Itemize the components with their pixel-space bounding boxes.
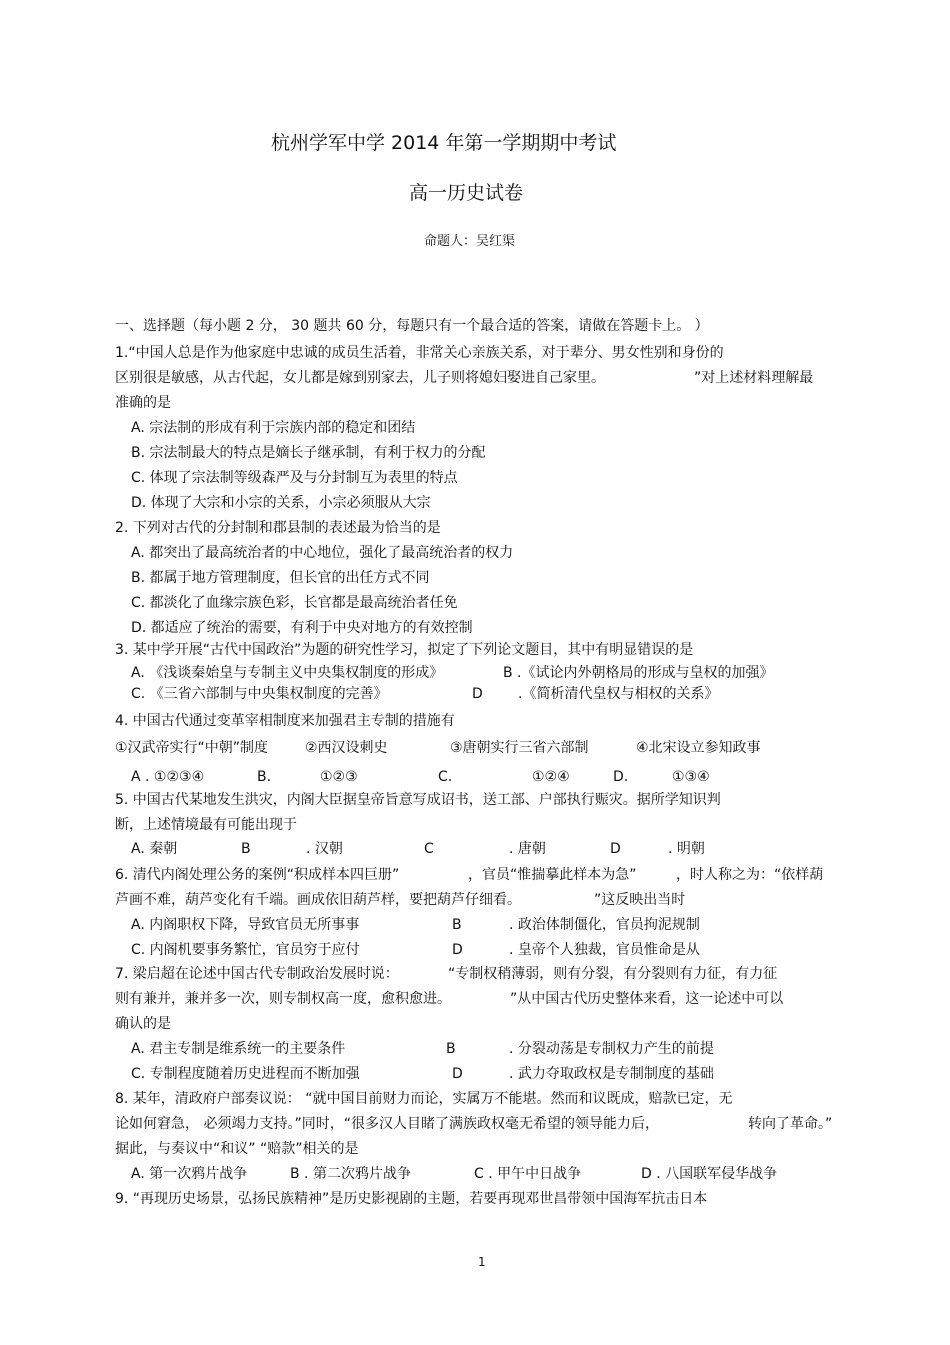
q6-option-c: C. 内阁机要事务繁忙，官员穷于应付 — [131, 942, 360, 958]
q4-option-b-letter: B. — [257, 769, 272, 785]
q1-option-a: A. 宗法制的形成有利于宗族内部的稳定和团结 — [131, 420, 416, 436]
q5-option-b-text: . 汉朝 — [306, 841, 343, 857]
q4-item-1: ①汉武帝实行“中朝”制度 — [115, 740, 269, 756]
q3-option-c: C. 《三省六部制与中央集权制度的完善》 — [131, 686, 388, 702]
q3-option-d-letter: D — [472, 686, 483, 702]
q8-option-d: D . 八国联军侵华战争 — [641, 1166, 778, 1182]
exam-title: 杭州学军中学 2014 年第一学期期中考试 — [271, 132, 617, 154]
q5-stem-line1: 5. 中国古代某地发生洪灾，内阁大臣据皇帝旨意写成诏书，送工部、户部执行赈灾。据所学知识判 — [115, 792, 721, 808]
exam-subtitle: 高一历史试卷 — [409, 182, 524, 204]
q6-option-b-text: . 政治体制僵化，官员拘泥规制 — [509, 917, 700, 933]
q9-stem-line1: 9. “再现历史场景，弘扬民族精神”是历史影视剧的主题，若要再现邓世昌带领中国海军抗击日本 — [115, 1191, 708, 1207]
q1-stem-line2: 区别很是敏感，从古代起，女儿都是嫁到别家去，儿子则将媳妇娶进自己家里。 — [115, 370, 605, 386]
q7-option-b-letter: B — [446, 1041, 456, 1057]
q6-stem-line2b: ”这反映出当时 — [594, 892, 686, 908]
q5-option-c-letter: C — [424, 841, 434, 857]
q7-option-b-text: . 分裂动荡是专制权力产生的前提 — [509, 1041, 714, 1057]
page-number: 1 — [478, 1255, 486, 1269]
exam-author: 命题人：吴红渠 — [424, 234, 516, 249]
q4-item-3: ③唐朝实行三省六部制 — [450, 740, 589, 756]
q2-option-d: D. 都适应了统治的需要，有利于中央对地方的有效控制 — [131, 620, 473, 636]
q1-option-d: D. 体现了大宗和小宗的关系，小宗必须服从大宗 — [131, 495, 431, 511]
q6-option-a: A. 内阁职权下降，导致官员无所事事 — [131, 917, 360, 933]
q6-option-b-letter: B — [452, 917, 462, 933]
q6-stem-line2a: 芦画不难，葫芦变化有千端。画成依旧葫芦样，要把葫芦仔细看。 — [115, 892, 521, 908]
q1-stem-line2-end: ”对上述材料理解最 — [694, 370, 814, 386]
q3-stem: 3. 某中学开展“古代中国政治”为题的研究性学习，拟定了下列论文题目，其中有明显错误的是 — [115, 642, 694, 658]
q7-option-a: A. 君主专制是维系统一的主要条件 — [131, 1041, 346, 1057]
q7-stem-line3: 确认的是 — [115, 1016, 171, 1032]
q6-stem-line1a: 6. 清代内阁处理公务的案例“积成样本四巨册” — [115, 867, 400, 883]
q8-option-c: C . 甲午中日战争 — [474, 1166, 582, 1182]
q4-stem: 4. 中国古代通过变革宰相制度来加强君主专制的措施有 — [115, 713, 455, 729]
q7-stem-line2a: 则有兼并，兼并多一次，则专制权高一度，愈积愈进。 — [115, 991, 451, 1007]
q5-option-b-letter: B — [241, 841, 251, 857]
q4-item-4: ④北宋设立参知政事 — [636, 740, 761, 756]
q3-option-a: A. 《浅谈秦始皇与专制主义中央集权制度的形成》 — [131, 665, 444, 681]
q7-stem-line2b: ”从中国古代历史整体来看，这一论述中可以 — [510, 991, 784, 1007]
q7-option-d-letter: D — [452, 1066, 463, 1082]
q8-stem-line1: 8. 某年，清政府户部奏议说： “就中国目前财力而论，实属万不能堪。然而和议既成，赔款已定，无 — [115, 1091, 733, 1107]
q8-option-b: B . 第二次鸦片战争 — [290, 1166, 411, 1182]
q5-option-a: A. 秦朝 — [131, 841, 178, 857]
q5-stem-line2: 断，上述情境最有可能出现于 — [115, 817, 297, 833]
q4-option-a: A . ①②③④ — [131, 769, 205, 785]
q2-option-b: B. 都属于地方管理制度，但长官的出任方式不同 — [131, 570, 430, 586]
q7-option-c: C. 专制程度随着历史进程而不断加强 — [131, 1066, 360, 1082]
q5-option-d-text: . 明朝 — [668, 841, 705, 857]
q4-option-d-letter: D. — [613, 769, 629, 785]
q2-stem: 2. 下列对古代的分封制和郡县制的表述最为恰当的是 — [115, 520, 441, 536]
q1-stem-line1: 1.“中国人总是作为他家庭中忠诚的成员生活着，非常关心亲族关系，对于辈分、男女性别和身份的 — [115, 345, 724, 361]
q6-stem-line1b: ，官员“惟揣摹此样本为急” — [468, 867, 637, 883]
q3-option-b: B .《试论内外朝格局的形成与皇权的加强》 — [503, 665, 774, 681]
q2-option-c: C. 都淡化了血缘宗族色彩，长官都是最高统治者任免 — [131, 595, 458, 611]
q8-option-a: A. 第一次鸦片战争 — [131, 1166, 248, 1182]
q5-option-d-letter: D — [610, 841, 621, 857]
section-heading: 一、选择题（每小题 2 分， 30 题共 60 分，每题只有一个最合适的答案，请做在答题卡上。 ） — [115, 318, 709, 334]
q1-option-b: B. 宗法制最大的特点是嫡长子继承制，有利于权力的分配 — [131, 445, 486, 461]
q7-stem-line1b: “专制权稍薄弱，则有分裂，有分裂则有力征，有力征 — [448, 966, 778, 982]
q6-option-d-letter: D — [452, 942, 463, 958]
q2-option-a: A. 都突出了最高统治者的中心地位，强化了最高统治者的权力 — [131, 545, 514, 561]
q8-stem-line2a: 论如何窘急， 必须竭力支持。”同时，“很多汉人目睹了满族政权毫无希望的领导能力后， — [115, 1116, 659, 1132]
q1-stem-line3: 准确的是 — [115, 395, 171, 411]
q8-stem-line3: 据此，与奏议中“和议” “赔款”相关的是 — [115, 1141, 359, 1157]
q4-option-b-text: ①②③ — [320, 769, 358, 785]
q8-stem-line2b: 转向了革命。” — [748, 1116, 833, 1132]
q6-stem-line1c: ，时人称之为：“依样葫 — [676, 867, 824, 883]
q4-item-2: ②西汉设刺史 — [305, 740, 388, 756]
q1-option-c: C. 体现了宗法制等级森严及与分封制互为表里的特点 — [131, 470, 458, 486]
q4-option-c-text: ①②④ — [532, 769, 570, 785]
q7-stem-line1a: 7. 梁启超在论述中国古代专制政治发展时说： — [115, 966, 399, 982]
q6-option-d-text: . 皇帝个人独裁，官员惟命是从 — [509, 942, 700, 958]
q4-option-c-letter: C. — [438, 769, 453, 785]
q3-option-d-text: .《简析清代皇权与相权的关系》 — [518, 686, 719, 702]
q4-option-d-text: ①③④ — [672, 769, 710, 785]
q5-option-c-text: . 唐朝 — [509, 841, 546, 857]
q7-option-d-text: . 武力夺取政权是专制制度的基础 — [509, 1066, 714, 1082]
